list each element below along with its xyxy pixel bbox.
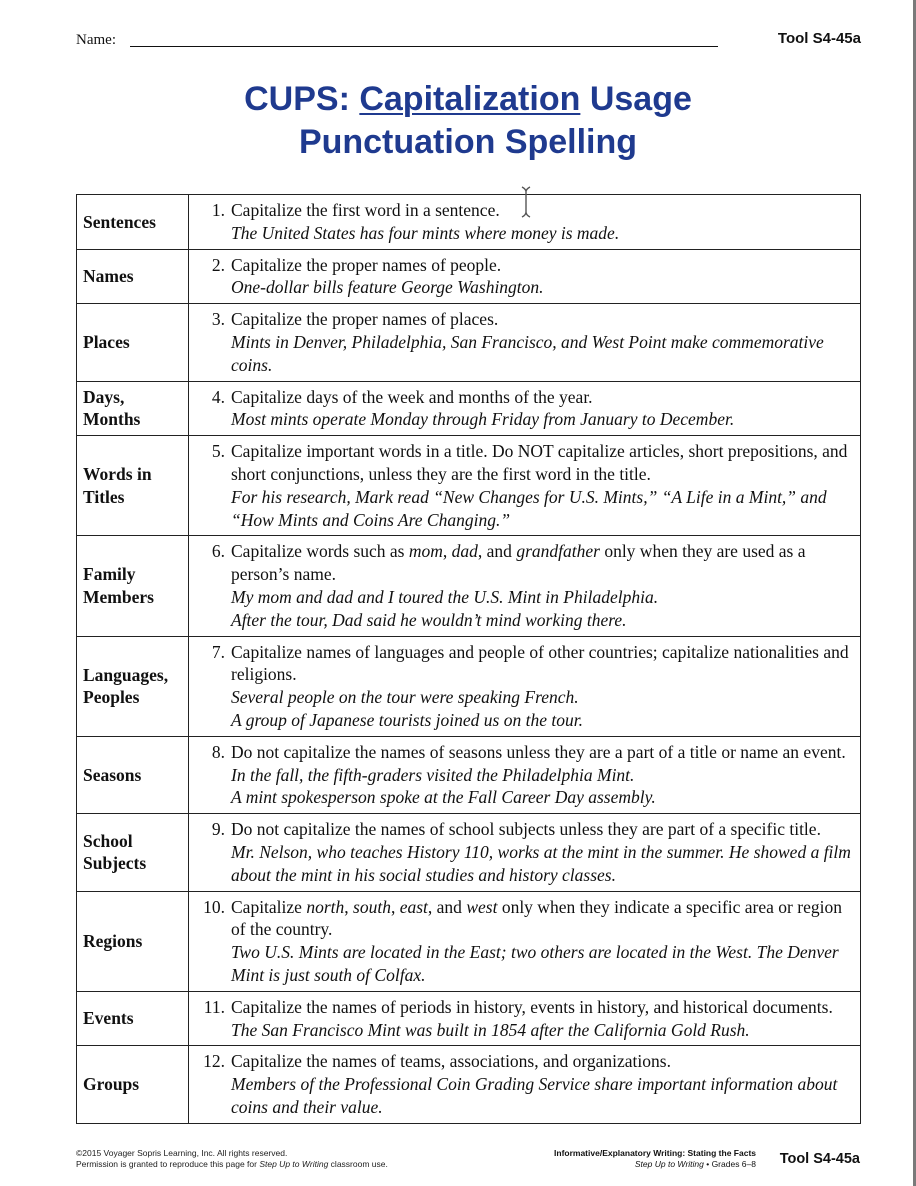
rule-line <box>195 818 852 841</box>
series-grades: • Grades 6–8 <box>703 1159 756 1169</box>
category-label: School <box>83 830 133 851</box>
rule-number: 8. <box>211 741 225 762</box>
rule-emphasis: north <box>306 896 345 917</box>
example-sentence: My mom and dad and I toured the U.S. Mint in Philadelphia. <box>231 586 659 607</box>
rule-line <box>195 254 852 277</box>
rule-cell <box>189 304 861 381</box>
rule-number: 9. <box>211 819 225 840</box>
rule-number: 7. <box>211 641 225 662</box>
category-cell <box>77 249 189 304</box>
rule-line <box>195 308 852 331</box>
page-title <box>0 78 916 164</box>
rule-fragment: , and <box>427 896 467 917</box>
rule-row <box>77 249 861 304</box>
rule-row <box>77 736 861 813</box>
rule-fragment: Capitalize words such as <box>231 541 409 562</box>
rule-row <box>77 636 861 736</box>
rule-cell <box>189 381 861 436</box>
rule-emphasis: south <box>353 896 391 917</box>
rule-row <box>77 814 861 891</box>
rule-emphasis: west <box>466 896 498 917</box>
rule-row <box>77 381 861 436</box>
example-sentence: The United States has four mints where money is made. <box>231 222 620 243</box>
category-label: Places <box>83 332 130 353</box>
tool-id-bottom: Tool S4-45a <box>779 1151 860 1167</box>
category-cell <box>77 991 189 1046</box>
category-label: Events <box>83 1008 134 1029</box>
rule-emphasis: east <box>399 896 428 917</box>
category-label: Sentences <box>83 211 156 232</box>
category-cell <box>77 636 189 736</box>
rule-number: 4. <box>211 386 225 407</box>
rule-emphasis: mom <box>408 541 443 562</box>
rule-row <box>77 195 861 250</box>
example-sentence: One-dollar bills feature George Washington. <box>231 277 544 298</box>
category-label: Subjects <box>83 853 147 874</box>
rule-line <box>195 1050 852 1073</box>
category-label: Names <box>83 266 134 287</box>
category-cell <box>77 1046 189 1123</box>
rule-number: 10. <box>203 896 225 917</box>
rule-line <box>195 540 852 586</box>
title-prefix: CUPS: <box>244 80 360 118</box>
rule-fragment: , and <box>477 541 517 562</box>
example-sentence: Mr. Nelson, who teaches History 110, works at the mint in the summer. He showed a film about the mint in his social studies and history classes. <box>231 841 851 885</box>
rule-line <box>195 741 852 764</box>
rule-row <box>77 891 861 991</box>
name-field-line[interactable] <box>130 46 718 47</box>
title-highlight: Capitalization <box>359 80 581 118</box>
category-label: Words in <box>83 464 152 485</box>
footer-series <box>500 1148 756 1170</box>
rule-number: 11. <box>203 996 225 1017</box>
permission-prefix: Permission is granted to reproduce this page for <box>76 1159 260 1169</box>
example-sentence: Most mints operate Monday through Friday from January to December. <box>231 409 735 430</box>
rule-line <box>195 896 852 942</box>
rule-text <box>231 540 852 586</box>
example-sentence: A group of Japanese tourists joined us on the tour. <box>231 709 583 730</box>
rule-fragment: , <box>344 896 354 917</box>
category-cell <box>77 436 189 536</box>
rule-number: 5. <box>211 441 225 462</box>
example-sentence: Two U.S. Mints are located in the East; two others are located in the West. The Denver Mint is just south of Colfax. <box>231 942 839 985</box>
category-label: Members <box>83 586 154 607</box>
rules-table <box>76 194 861 1124</box>
category-label: Seasons <box>83 764 142 785</box>
rule-cell <box>189 736 861 813</box>
category-cell <box>77 891 189 991</box>
category-label: Family <box>83 564 136 585</box>
rule-fragment: , <box>390 896 400 917</box>
rule-fragment: , <box>442 541 452 562</box>
category-cell <box>77 381 189 436</box>
permission-title: Step Up to Writing <box>259 1159 329 1169</box>
example-sentence: The San Francisco Mint was built in 1854 after the California Gold Rush. <box>231 1019 750 1040</box>
category-cell <box>77 736 189 813</box>
example-sentence: Several people on the tour were speaking French. <box>231 687 579 708</box>
rule-number: 2. <box>211 254 225 275</box>
category-cell <box>77 536 189 636</box>
rule-row <box>77 1046 861 1123</box>
rule-text: Do not capitalize the names of seasons unless they are a part of a title or name an event. <box>231 741 846 762</box>
rule-line <box>195 386 852 409</box>
rule-row <box>77 436 861 536</box>
rule-cell <box>189 536 861 636</box>
rule-text: Capitalize the proper names of places. <box>231 309 499 330</box>
series-title: Step Up to Writing <box>634 1159 704 1169</box>
example-sentence: After the tour, Dad said he wouldn’t mind working there. <box>231 609 627 630</box>
rule-line <box>195 440 852 486</box>
rule-row <box>77 304 861 381</box>
rule-cell <box>189 991 861 1046</box>
category-label: Peoples <box>83 687 140 708</box>
rule-number: 3. <box>211 309 225 330</box>
rule-cell <box>189 636 861 736</box>
rule-text: Capitalize days of the week and months of the year. <box>231 386 593 407</box>
category-label: Days, <box>83 386 125 407</box>
example-sentence: Mints in Denver, Philadelphia, San Francisco, and West Point make commemorative coins. <box>231 331 824 375</box>
series-line <box>500 1159 756 1170</box>
rule-text: Capitalize the proper names of people. <box>231 254 502 275</box>
category-label: Titles <box>83 486 125 507</box>
rule-cell <box>189 249 861 304</box>
rule-text: Capitalize names of languages and people of other countries; capitalize nationalities and religions. <box>231 641 849 685</box>
copyright-text: ©2015 Voyager Sopris Learning, Inc. All rights reserved. <box>76 1148 288 1158</box>
category-label: Groups <box>83 1074 140 1095</box>
category-cell <box>77 304 189 381</box>
rule-line <box>195 996 852 1019</box>
category-cell <box>77 195 189 250</box>
rule-text: Capitalize the names of teams, associations, and organizations. <box>231 1051 671 1072</box>
example-sentence: In the fall, the fifth-graders visited the Philadelphia Mint. <box>231 764 635 785</box>
rule-cell <box>189 436 861 536</box>
page-header <box>76 30 861 52</box>
name-label: Name: <box>76 32 116 48</box>
unit-title: Informative/Explanatory Writing: Stating the Facts <box>554 1148 756 1158</box>
rule-cell <box>189 891 861 991</box>
rule-text <box>231 896 852 942</box>
example-sentence: Members of the Professional Coin Grading Service share important information about coins and their value. <box>231 1074 838 1117</box>
example-sentence: For his research, Mark read “New Changes for U.S. Mints,” “A Life in a Mint,” and “How Mints and Coins Are Changing.” <box>231 486 827 530</box>
title-suffix: Usage <box>580 80 692 118</box>
tool-id-top: Tool S4-45a <box>777 30 861 47</box>
rule-emphasis: grandfather <box>516 541 600 562</box>
rule-row <box>77 991 861 1046</box>
rule-text: Capitalize important words in a title. Do NOT capitalize articles, short prepositions, and short conjunctions, unless they are the first word in the title. <box>231 441 848 484</box>
rule-line <box>195 641 852 687</box>
example-sentence: A mint spokesperson spoke at the Fall Career Day assembly. <box>231 787 656 808</box>
text-cursor-icon <box>520 186 532 218</box>
permission-text <box>76 1159 388 1170</box>
rule-text: Capitalize the names of periods in history, events in history, and historical documents. <box>231 996 833 1017</box>
rule-fragment: only when they indicate a specific area or region of the country. <box>231 896 842 940</box>
rule-cell <box>189 814 861 891</box>
title-line-1 <box>0 78 916 121</box>
rule-cell <box>189 1046 861 1123</box>
rule-row <box>77 536 861 636</box>
category-cell <box>77 814 189 891</box>
rule-number: 12. <box>203 1051 225 1072</box>
footer-copyright <box>76 1148 388 1170</box>
permission-suffix: classroom use. <box>328 1159 388 1169</box>
category-label: Languages, <box>83 664 169 685</box>
rule-text: Do not capitalize the names of school subjects unless they are part of a specific title. <box>231 819 821 840</box>
category-label: Months <box>83 409 141 430</box>
rule-fragment: only when they are used as a person’s name. <box>231 541 806 585</box>
category-label: Regions <box>83 930 143 951</box>
rule-text: Capitalize the first word in a sentence. <box>231 200 500 220</box>
rule-number: 1. <box>211 200 225 220</box>
rule-number: 6. <box>211 541 225 562</box>
title-line-2: Punctuation Spelling <box>298 123 638 161</box>
rule-fragment: Capitalize <box>231 896 307 917</box>
rule-emphasis: dad <box>451 541 478 562</box>
